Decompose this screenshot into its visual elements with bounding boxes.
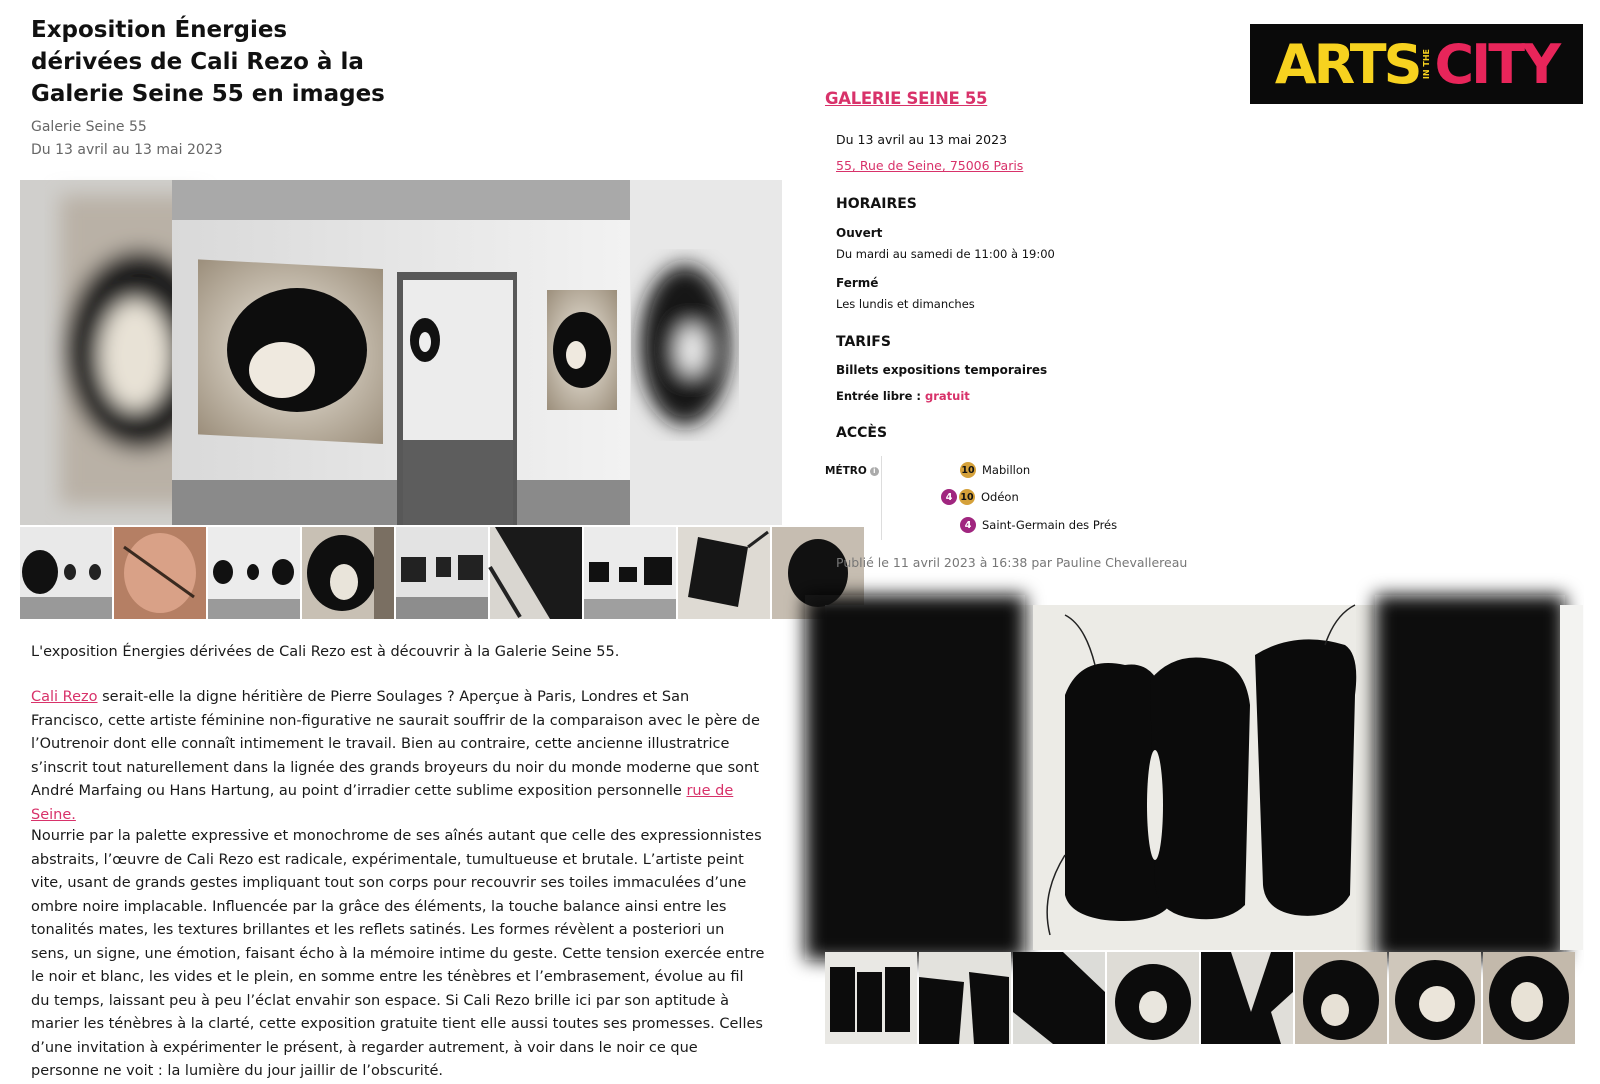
article-paragraph-3: Nourrie par la palette expressive et monochrome de ses aînés autant que celle des expressionnistes abstraits, l’œuvre de Cali Rezo est radicale, expérimentale, tumultueuse et brutale. L’artiste peint vite, usant de grands gestes impliquant tout son corps pour recouvrir ses toiles immaculées d’une ombre noire implacable. Influencée par la grâce des éléments, la touche balance ainsi entre les tonalités mates, les textures brillantes et les reflets satinés. Les formes révèlent a posteriori un sens, un signe, une émotion, faisant écho à la mémoire intime du geste. Cette tension exercée entre le noir et blanc, les vides et le plein, en somme entre les ténèbres et l’embrasement, évolue au fil du temps, laissant peu à peu l’éclat envahir son espace. Si Cali Rezo brille ici par son aptitude à marier les ténèbres à la clarté, cette exposition gratuite tient elle aussi toutes ses promesses. Celles d’une invitation à expérimenter le présent, à regarder autrement, à voir dans le noir ce que personne ne voit : la lumière du jour jaillir de l’obscurité. <box>31 828 765 1079</box>
open-hours: Du mardi au samedi de 11:00 à 19:00 <box>836 247 1055 261</box>
arts-in-the-city-logo[interactable] <box>1250 24 1583 104</box>
station-name: Odéon <box>981 490 1019 504</box>
station-name: Mabillon <box>982 463 1031 477</box>
metro-line-10-icon: 10 <box>960 462 976 478</box>
metro-label <box>825 465 879 477</box>
closed-label: Fermé <box>836 276 879 290</box>
published-info: Publié le 11 avril 2023 à 16:38 par Pauline Chevallereau <box>836 555 1188 570</box>
horaires-heading: HORAIRES <box>836 196 917 212</box>
metro-label-text: MÉTRO <box>825 465 867 477</box>
logo-city-text: CITY <box>1434 32 1559 96</box>
free-entry-label: Entrée libre : <box>836 389 926 403</box>
thumbnail-image[interactable] <box>1107 952 1199 1044</box>
metro-line-4-icon: 4 <box>960 517 976 533</box>
thumbnail-image[interactable] <box>1013 952 1105 1044</box>
metro-divider <box>881 456 882 540</box>
street-link[interactable]: rue de Seine. <box>31 783 734 823</box>
thumbnail-image[interactable] <box>1201 952 1293 1044</box>
closed-days: Les lundis et dimanches <box>836 297 975 311</box>
thumbnail-image[interactable] <box>584 527 676 619</box>
thumbnail-image[interactable] <box>1295 952 1387 1044</box>
open-label: Ouvert <box>836 226 883 240</box>
article-paragraph-2 <box>31 686 766 827</box>
thumbnail-image[interactable] <box>20 527 112 619</box>
gallery-room-photo <box>20 180 782 525</box>
article-intro: L'exposition Énergies dérivées de Cali Rezo est à découvrir à la Galerie Seine 55. <box>31 644 620 660</box>
thumbnail-image[interactable] <box>396 527 488 619</box>
metro-station-row <box>941 489 1019 505</box>
thumbnail-image[interactable] <box>919 952 1011 1044</box>
tarifs-heading: TARIFS <box>836 334 891 350</box>
exhibition-dates: Du 13 avril au 13 mai 2023 <box>31 142 223 158</box>
slideshow-secondary-image[interactable] <box>825 605 1583 950</box>
thumbnail-image[interactable] <box>1483 952 1575 1044</box>
acces-heading: ACCÈS <box>836 425 888 441</box>
thumbnail-image[interactable] <box>208 527 300 619</box>
tickets-label: Billets expositions temporaires <box>836 363 1048 377</box>
artist-link[interactable]: Cali Rezo <box>31 689 98 705</box>
thumbnail-image[interactable] <box>825 952 917 1044</box>
slideshow-thumbnails-secondary <box>825 952 1583 1044</box>
free-entry-value: gratuit <box>925 389 970 403</box>
metro-line-4-icon: 4 <box>941 489 957 505</box>
thumbnail-image[interactable] <box>678 527 770 619</box>
venue-dates: Du 13 avril au 13 mai 2023 <box>836 132 1008 147</box>
free-entry <box>836 389 970 403</box>
abstract-painting-photo <box>825 605 1583 950</box>
thumbnail-image[interactable] <box>490 527 582 619</box>
article-title: Exposition Énergies dérivées de Cali Rezo à la Galerie Seine 55 en images <box>31 17 385 107</box>
logo-inthe-text: IN THE <box>1421 48 1431 80</box>
metro-line-10-icon: 10 <box>959 489 975 505</box>
slideshow-main-image[interactable] <box>20 180 782 525</box>
venue-name-link[interactable]: GALERIE SEINE 55 <box>825 89 988 108</box>
metro-station-row <box>960 462 1030 478</box>
thumbnail-image[interactable] <box>1389 952 1481 1044</box>
gallery-name: Galerie Seine 55 <box>31 119 147 135</box>
thumbnail-image[interactable] <box>114 527 206 619</box>
metro-station-row <box>960 517 1117 533</box>
station-name: Saint-Germain des Prés <box>982 518 1118 532</box>
slideshow-thumbnails <box>20 527 782 619</box>
venue-address-link[interactable]: 55, Rue de Seine, 75006 Paris <box>836 158 1024 173</box>
thumbnail-image[interactable] <box>302 527 394 619</box>
info-icon[interactable]: i <box>870 467 879 476</box>
paragraph-2-text: serait-elle la digne héritière de Pierre Soulages ? Aperçue à Paris, Londres et San Francisco, cette artiste féminine non-figurative ne saurait souffrir de la comparaison avec le père de l’Outrenoir dont elle connaît intimement le travail. Bien au contraire, cette ancienne illustratrice s’inscrit tout naturellement dans la lignée des grands broyeurs du noir du monde moderne que sont André Marfaing ou Hans Hartung, au point d’irradier cette sublime exposition personnelle <box>31 689 760 799</box>
logo-arts-text: ARTS <box>1274 32 1420 96</box>
